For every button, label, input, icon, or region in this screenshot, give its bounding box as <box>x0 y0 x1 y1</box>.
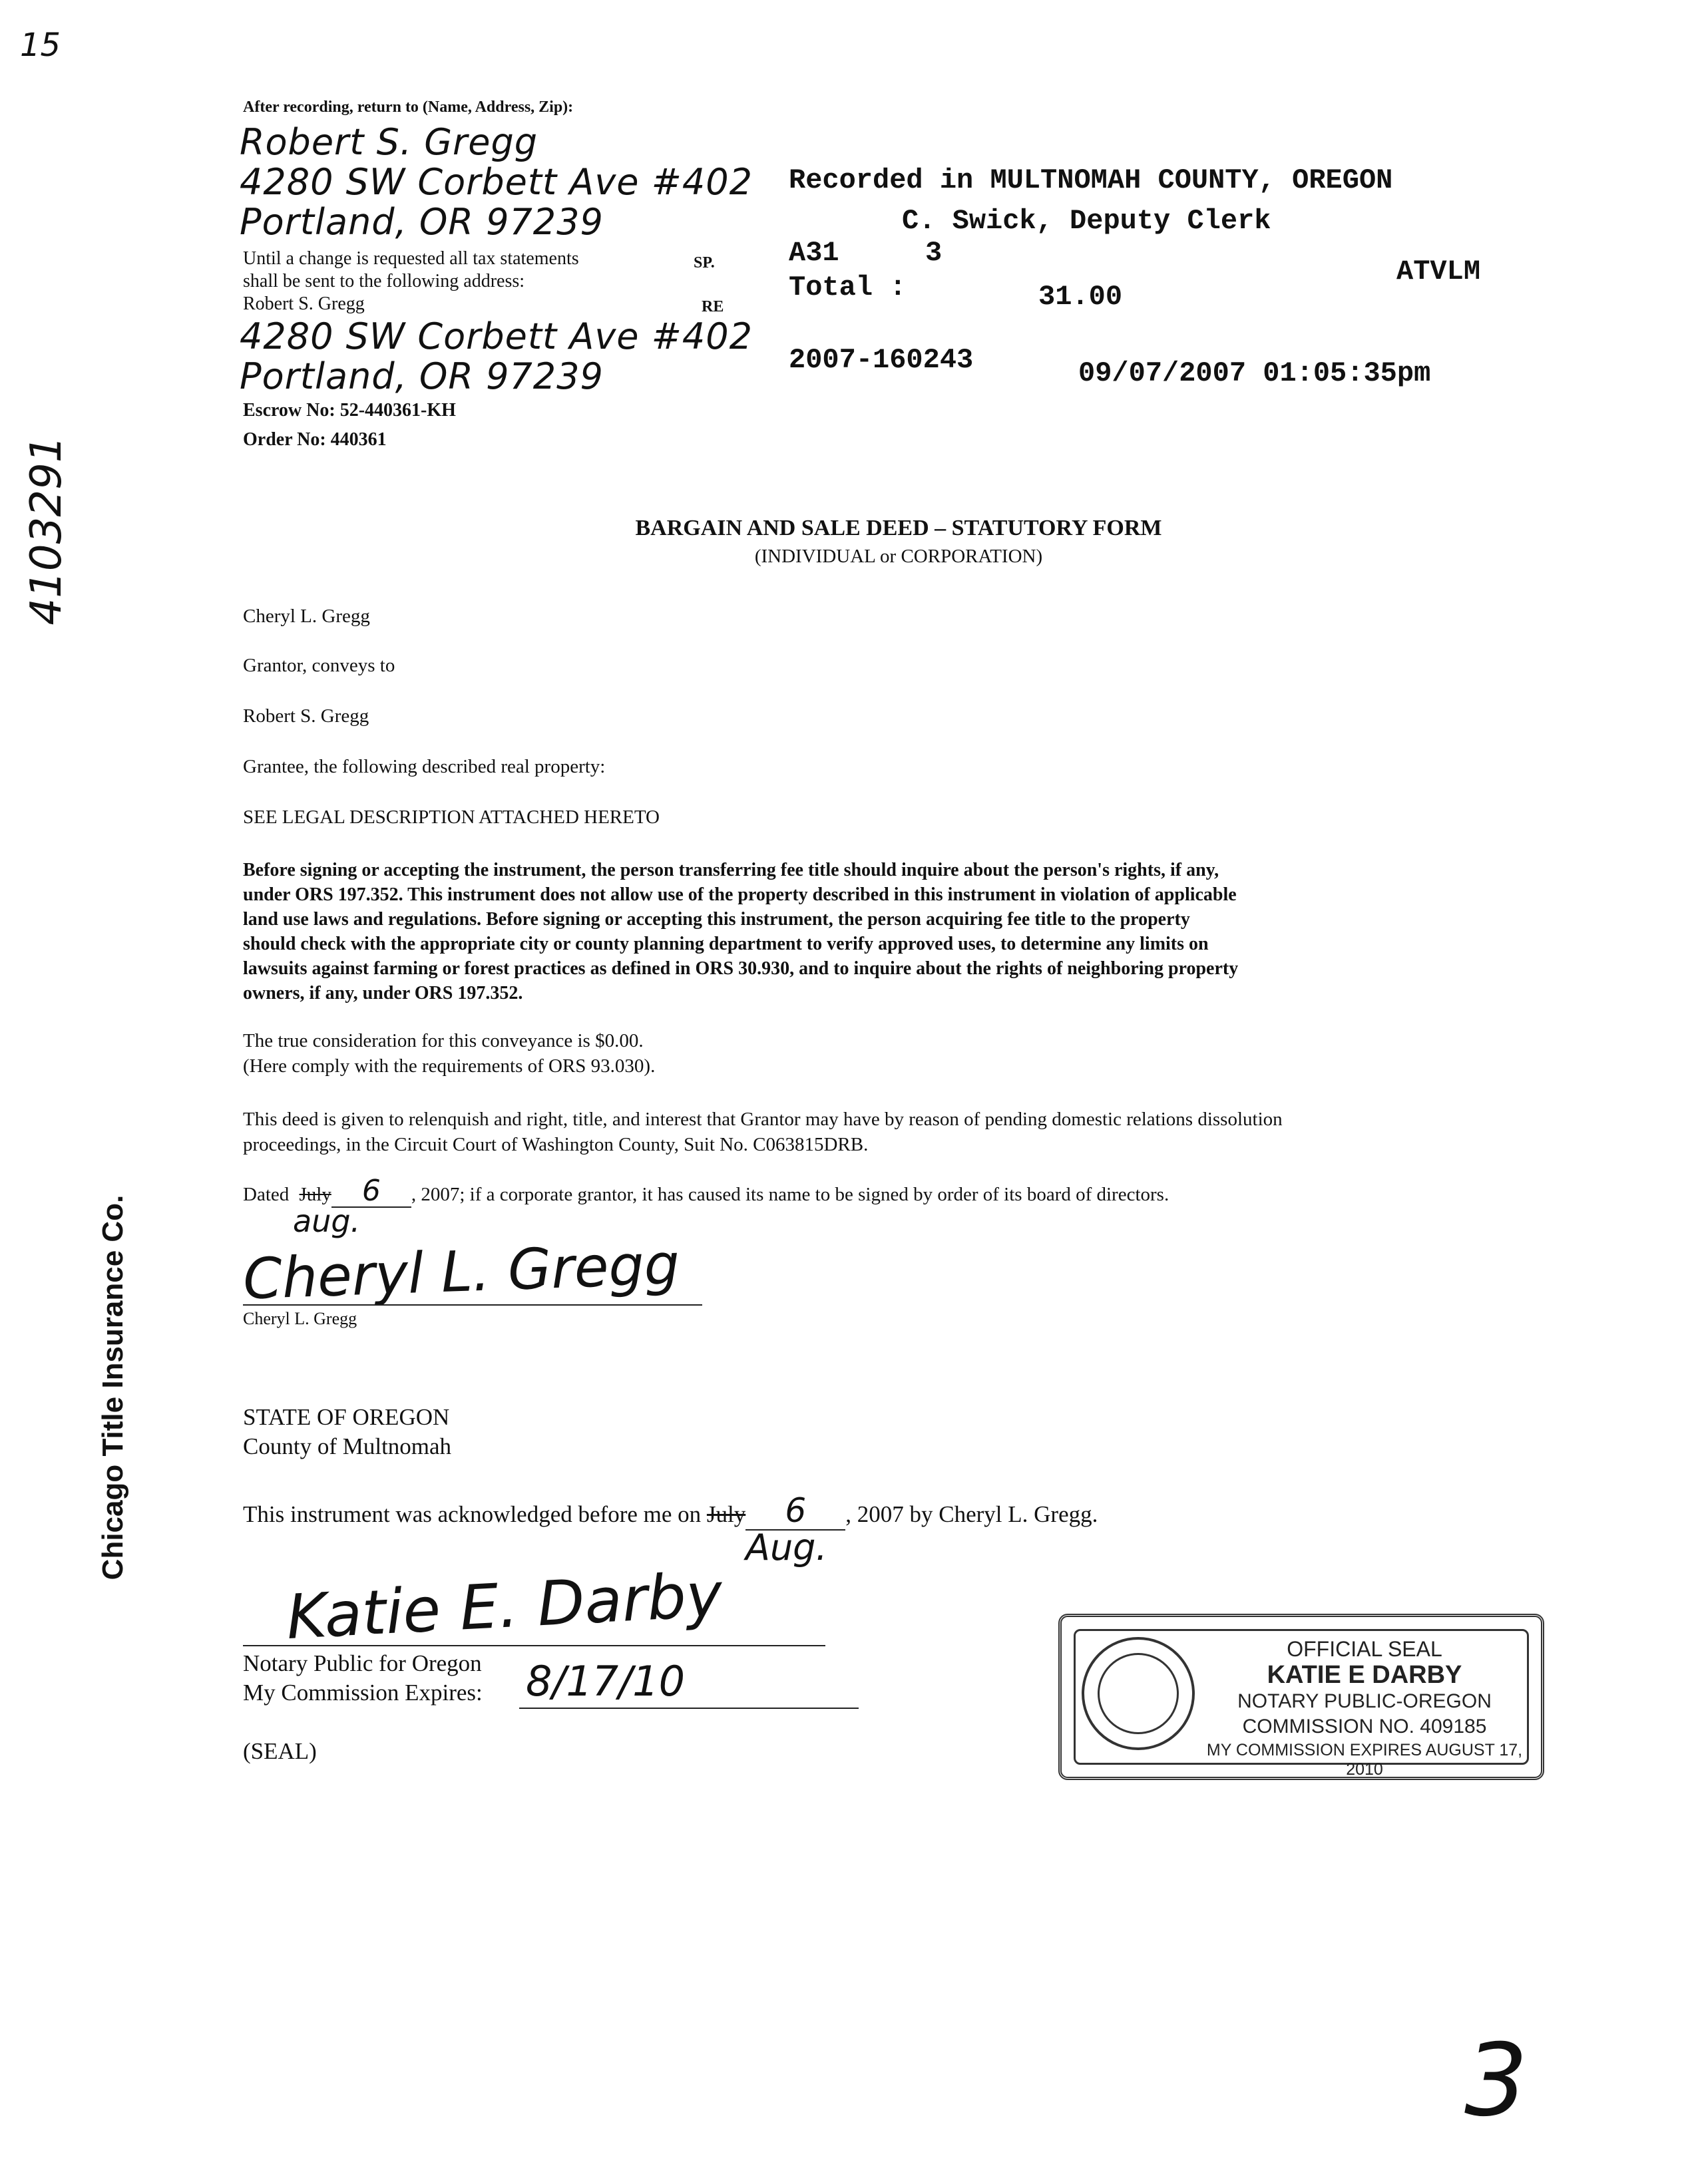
tax-name: Robert S. Gregg <box>243 293 365 314</box>
commission-line <box>519 1708 859 1709</box>
side-mark-sp: SP. <box>694 254 715 272</box>
deed-title: BARGAIN AND SALE DEED – STATUTORY FORM <box>635 516 1162 540</box>
recording-timestamp: 09/07/2007 01:05:35pm <box>1078 357 1431 389</box>
side-company-name: Chicago Title Insurance Co. <box>97 1194 129 1580</box>
order-number: Order No: 440361 <box>243 429 387 450</box>
ack-prefix: This instrument was acknowledged before me on <box>243 1501 702 1527</box>
ack-day-blank <box>745 1491 845 1531</box>
warning-line: Before signing or accepting the instrument, the person transferring fee title should inquire about the person's rights, if any, <box>243 860 1219 880</box>
dated-month-hand: aug. <box>293 1203 361 1239</box>
recording-line2: C. Swick, Deputy Clerk <box>902 205 1271 237</box>
seal-label: (SEAL) <box>243 1738 317 1764</box>
return-address-line2: Portland, OR 97239 <box>240 201 604 243</box>
grantee-name: Robert S. Gregg <box>243 705 369 727</box>
relinquish-line1: This deed is given to relenquish and right, title, and interest that Grantor may have by reason of pending domestic relations dissolution <box>243 1109 1283 1130</box>
notary-signature-line <box>243 1645 825 1646</box>
return-address-line1: 4280 SW Corbett Ave #402 <box>240 161 753 203</box>
dated-day: 6 <box>361 1174 381 1208</box>
warning-line: lawsuits against farming or forest practices as defined in ORS 30.930, and to inquire about the rights of neighboring property <box>243 958 1239 979</box>
grantee-text: Grantee, the following described real property: <box>243 756 606 777</box>
notary-signature: Katie E. Darby <box>284 1558 724 1654</box>
side-mark-re: RE <box>702 298 724 315</box>
return-label: After recording, return to (Name, Address, Zip): <box>243 98 574 116</box>
consideration-line2: (Here comply with the requirements of ORS 93.030). <box>243 1055 656 1077</box>
seal-line1: OFFICIAL SEAL <box>1287 1637 1442 1661</box>
notary-county: County of Multnomah <box>243 1433 452 1459</box>
seal-line2: KATIE E DARBY <box>1267 1661 1462 1689</box>
ack-day: 6 <box>785 1491 807 1530</box>
consideration-line1: The true consideration for this conveyance is $0.00. <box>243 1030 644 1051</box>
recording-code: A31 <box>789 237 839 269</box>
notary-state: STATE OF OREGON <box>243 1404 450 1430</box>
recording-code-right: ATVLM <box>1396 256 1481 287</box>
seal-line3: NOTARY PUBLIC-OREGON <box>1237 1690 1492 1712</box>
commission-date: 8/17/10 <box>526 1657 686 1706</box>
notary-for: Notary Public for Oregon <box>243 1650 482 1676</box>
margin-mark-top: 15 <box>20 27 61 64</box>
relinquish-line2: proceedings, in the Circuit Court of Washington County, Suit No. C063815DRB. <box>243 1134 869 1155</box>
dated-month-struck: July <box>299 1184 331 1205</box>
tax-note-line2: shall be sent to the following address: <box>243 271 525 291</box>
dated-suffix: , 2007; if a corporate grantor, it has caused its name to be signed by order of its board of directors. <box>411 1184 1169 1205</box>
commission-label: My Commission Expires: <box>243 1680 483 1706</box>
grantor-signature-line <box>243 1304 702 1306</box>
warning-line: under ORS 197.352. This instrument does not allow use of the property described in this instrument in violation of applicable <box>243 884 1237 905</box>
ack-month-struck: July <box>706 1501 746 1527</box>
acknowledgement-line <box>243 1491 1098 1531</box>
return-name: Robert S. Gregg <box>240 121 538 163</box>
warning-line: owners, if any, under ORS 197.352. <box>243 983 523 1003</box>
recording-code-count: 3 <box>925 237 943 269</box>
grantor-signature: Cheryl L. Gregg <box>242 1231 681 1312</box>
page-number: 3 <box>1464 2023 1528 2139</box>
grantor-signature-label: Cheryl L. Gregg <box>243 1309 357 1328</box>
margin-vertical-number: 4103291 <box>22 435 71 626</box>
seal-line5: MY COMMISSION EXPIRES AUGUST 17, 2010 <box>1206 1741 1523 1779</box>
ack-month-hand: Aug. <box>745 1527 827 1568</box>
state-seal-inner-icon <box>1098 1653 1179 1734</box>
recording-doc-number: 2007-160243 <box>789 344 974 376</box>
grantor-conveys: Grantor, conveys to <box>243 655 395 676</box>
official-notary-seal <box>1058 1614 1544 1780</box>
recording-line1: Recorded in MULTNOMAH COUNTY, OREGON <box>789 164 1393 196</box>
dated-line <box>243 1174 1169 1208</box>
escrow-number: Escrow No: 52-440361-KH <box>243 400 456 421</box>
deed-subtitle: (INDIVIDUAL or CORPORATION) <box>754 546 1043 567</box>
legal-description: SEE LEGAL DESCRIPTION ATTACHED HERETO <box>243 807 660 828</box>
state-seal-icon <box>1082 1637 1195 1750</box>
recording-total-label: Total : <box>789 272 907 303</box>
grantor-name: Cheryl L. Gregg <box>243 606 370 627</box>
warning-line: land use laws and regulations. Before signing or accepting this instrument, the person acquiring fee title to the property <box>243 909 1190 930</box>
ack-suffix: , 2007 by Cheryl L. Gregg. <box>845 1501 1098 1527</box>
recording-total-value: 31.00 <box>1038 281 1123 313</box>
dated-prefix: Dated <box>243 1184 290 1205</box>
tax-note-line1: Until a change is requested all tax statements <box>243 248 579 269</box>
tax-address-line1: 4280 SW Corbett Ave #402 <box>240 315 753 357</box>
warning-line: should check with the appropriate city or county planning department to verify approved uses, to determine any limits on <box>243 934 1209 954</box>
seal-line4: COMMISSION NO. 409185 <box>1242 1716 1487 1737</box>
tax-address-line2: Portland, OR 97239 <box>240 355 604 397</box>
